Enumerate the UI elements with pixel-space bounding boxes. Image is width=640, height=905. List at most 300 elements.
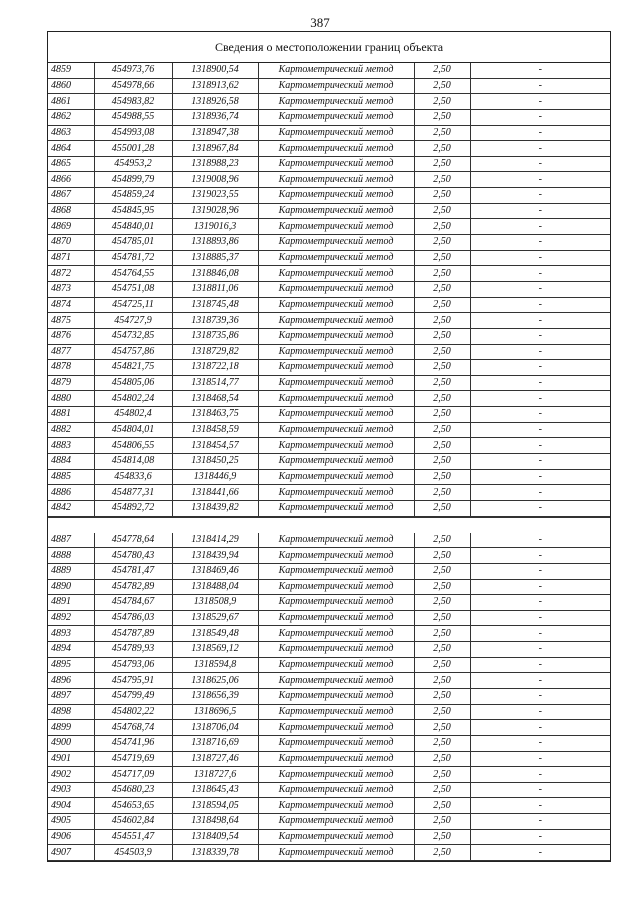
- precision-cell: 2,50: [414, 297, 470, 313]
- method-cell: Картометрический метод: [258, 814, 414, 830]
- note-cell: -: [470, 704, 610, 720]
- method-cell: Картометрический метод: [258, 281, 414, 297]
- y-coordinate-cell: 1318745,48: [172, 297, 258, 313]
- method-cell: Картометрический метод: [258, 141, 414, 157]
- point-number-cell: 4880: [48, 391, 94, 407]
- method-cell: Картометрический метод: [258, 375, 414, 391]
- precision-cell: 2,50: [414, 798, 470, 814]
- precision-cell: 2,50: [414, 735, 470, 751]
- y-coordinate-cell: 1318498,64: [172, 814, 258, 830]
- precision-cell: 2,50: [414, 188, 470, 204]
- x-coordinate-cell: 454717,09: [94, 767, 172, 783]
- precision-cell: 2,50: [414, 94, 470, 110]
- point-number-cell: 4890: [48, 579, 94, 595]
- x-coordinate-cell: 454785,01: [94, 235, 172, 251]
- method-cell: Картометрический метод: [258, 610, 414, 626]
- note-cell: -: [470, 375, 610, 391]
- note-cell: -: [470, 610, 610, 626]
- point-number-cell: 4905: [48, 814, 94, 830]
- y-coordinate-cell: 1318926,58: [172, 94, 258, 110]
- x-coordinate-cell: 454859,24: [94, 188, 172, 204]
- y-coordinate-cell: 1319023,55: [172, 188, 258, 204]
- note-cell: -: [470, 798, 610, 814]
- point-number-cell: 4900: [48, 735, 94, 751]
- note-cell: -: [470, 203, 610, 219]
- table-row: [48, 720, 610, 736]
- note-cell: -: [470, 219, 610, 235]
- table-row: [48, 313, 610, 329]
- note-cell: -: [470, 188, 610, 204]
- x-coordinate-cell: 454892,72: [94, 500, 172, 516]
- note-cell: -: [470, 767, 610, 783]
- point-number-cell: 4869: [48, 219, 94, 235]
- precision-cell: 2,50: [414, 673, 470, 689]
- y-coordinate-cell: 1318656,39: [172, 688, 258, 704]
- note-cell: -: [470, 735, 610, 751]
- x-coordinate-cell: 454802,4: [94, 407, 172, 423]
- table-row: [48, 188, 610, 204]
- table-row: [48, 219, 610, 235]
- method-cell: Картометрический метод: [258, 344, 414, 360]
- precision-cell: 2,50: [414, 63, 470, 78]
- method-cell: Картометрический метод: [258, 751, 414, 767]
- table-row: [48, 438, 610, 454]
- x-coordinate-cell: 454764,55: [94, 266, 172, 282]
- precision-cell: 2,50: [414, 829, 470, 845]
- point-number-cell: 4894: [48, 642, 94, 658]
- point-number-cell: 4902: [48, 767, 94, 783]
- x-coordinate-cell: 454821,75: [94, 360, 172, 376]
- method-cell: Картометрический метод: [258, 673, 414, 689]
- method-cell: Картометрический метод: [258, 563, 414, 579]
- note-cell: -: [470, 156, 610, 172]
- table-row: [48, 595, 610, 611]
- table-row: [48, 281, 610, 297]
- table-row: [48, 563, 610, 579]
- x-coordinate-cell: 454953,2: [94, 156, 172, 172]
- y-coordinate-cell: 1318967,84: [172, 141, 258, 157]
- table-row: [48, 579, 610, 595]
- point-number-cell: 4901: [48, 751, 94, 767]
- precision-cell: 2,50: [414, 657, 470, 673]
- x-coordinate-cell: 454899,79: [94, 172, 172, 188]
- precision-cell: 2,50: [414, 688, 470, 704]
- y-coordinate-cell: 1318913,62: [172, 78, 258, 94]
- y-coordinate-cell: 1318625,06: [172, 673, 258, 689]
- method-cell: Картометрический метод: [258, 172, 414, 188]
- table-row: [48, 829, 610, 845]
- method-cell: Картометрический метод: [258, 642, 414, 658]
- point-number-cell: 4892: [48, 610, 94, 626]
- note-cell: -: [470, 533, 610, 548]
- x-coordinate-cell: 454805,06: [94, 375, 172, 391]
- method-cell: Картометрический метод: [258, 485, 414, 501]
- precision-cell: 2,50: [414, 814, 470, 830]
- point-number-cell: 4842: [48, 500, 94, 516]
- y-coordinate-cell: 1319008,96: [172, 172, 258, 188]
- x-coordinate-cell: 454768,74: [94, 720, 172, 736]
- x-coordinate-cell: 454845,95: [94, 203, 172, 219]
- x-coordinate-cell: 454780,43: [94, 548, 172, 564]
- y-coordinate-cell: 1318414,29: [172, 533, 258, 548]
- note-cell: -: [470, 391, 610, 407]
- y-coordinate-cell: 1318594,05: [172, 798, 258, 814]
- note-cell: -: [470, 657, 610, 673]
- y-coordinate-cell: 1318488,04: [172, 579, 258, 595]
- method-cell: Картометрический метод: [258, 235, 414, 251]
- table-row: [48, 469, 610, 485]
- point-number-cell: 4895: [48, 657, 94, 673]
- precision-cell: 2,50: [414, 172, 470, 188]
- point-number-cell: 4874: [48, 297, 94, 313]
- point-number-cell: 4896: [48, 673, 94, 689]
- point-number-cell: 4907: [48, 845, 94, 861]
- y-coordinate-cell: 1318706,04: [172, 720, 258, 736]
- note-cell: -: [470, 500, 610, 516]
- method-cell: Картометрический метод: [258, 156, 414, 172]
- x-coordinate-cell: 454988,55: [94, 109, 172, 125]
- precision-cell: 2,50: [414, 626, 470, 642]
- point-number-cell: 4885: [48, 469, 94, 485]
- note-cell: -: [470, 454, 610, 470]
- method-cell: Картометрический метод: [258, 720, 414, 736]
- method-cell: Картометрический метод: [258, 250, 414, 266]
- x-coordinate-cell: 454877,31: [94, 485, 172, 501]
- note-cell: -: [470, 438, 610, 454]
- table-row: [48, 141, 610, 157]
- precision-cell: 2,50: [414, 391, 470, 407]
- point-number-cell: 4865: [48, 156, 94, 172]
- note-cell: -: [470, 172, 610, 188]
- method-cell: Картометрический метод: [258, 829, 414, 845]
- note-cell: -: [470, 407, 610, 423]
- table-row: [48, 642, 610, 658]
- x-coordinate-cell: 454789,93: [94, 642, 172, 658]
- precision-cell: 2,50: [414, 360, 470, 376]
- precision-cell: 2,50: [414, 563, 470, 579]
- precision-cell: 2,50: [414, 579, 470, 595]
- precision-cell: 2,50: [414, 125, 470, 141]
- method-cell: Картометрический метод: [258, 500, 414, 516]
- point-number-cell: 4867: [48, 188, 94, 204]
- precision-cell: 2,50: [414, 500, 470, 516]
- note-cell: -: [470, 579, 610, 595]
- note-cell: -: [470, 78, 610, 94]
- point-number-cell: 4882: [48, 422, 94, 438]
- table-row: [48, 266, 610, 282]
- method-cell: Картометрический метод: [258, 188, 414, 204]
- method-cell: Картометрический метод: [258, 63, 414, 78]
- table-row: [48, 735, 610, 751]
- table-row: [48, 297, 610, 313]
- table-row: [48, 156, 610, 172]
- note-cell: -: [470, 845, 610, 861]
- table-row: [48, 533, 610, 548]
- method-cell: Картометрический метод: [258, 798, 414, 814]
- precision-cell: 2,50: [414, 704, 470, 720]
- x-coordinate-cell: 454784,67: [94, 595, 172, 611]
- note-cell: -: [470, 563, 610, 579]
- point-number-cell: 4878: [48, 360, 94, 376]
- y-coordinate-cell: 1318508,9: [172, 595, 258, 611]
- precision-cell: 2,50: [414, 235, 470, 251]
- table-row: [48, 235, 610, 251]
- note-cell: -: [470, 266, 610, 282]
- x-coordinate-cell: 454751,08: [94, 281, 172, 297]
- method-cell: Картометрический метод: [258, 94, 414, 110]
- point-number-cell: 4884: [48, 454, 94, 470]
- table-row: [48, 172, 610, 188]
- point-number-cell: 4893: [48, 626, 94, 642]
- method-cell: Картометрический метод: [258, 688, 414, 704]
- method-cell: Картометрический метод: [258, 438, 414, 454]
- point-number-cell: 4887: [48, 533, 94, 548]
- precision-cell: 2,50: [414, 375, 470, 391]
- table-row: [48, 782, 610, 798]
- point-number-cell: 4861: [48, 94, 94, 110]
- precision-cell: 2,50: [414, 533, 470, 548]
- note-cell: -: [470, 250, 610, 266]
- point-number-cell: 4906: [48, 829, 94, 845]
- point-number-cell: 4872: [48, 266, 94, 282]
- point-number-cell: 4889: [48, 563, 94, 579]
- table-row: [48, 109, 610, 125]
- y-coordinate-cell: 1319028,96: [172, 203, 258, 219]
- note-cell: -: [470, 673, 610, 689]
- precision-cell: 2,50: [414, 782, 470, 798]
- point-number-cell: 4899: [48, 720, 94, 736]
- y-coordinate-cell: 1318441,66: [172, 485, 258, 501]
- table-row: [48, 751, 610, 767]
- point-number-cell: 4866: [48, 172, 94, 188]
- note-cell: -: [470, 281, 610, 297]
- y-coordinate-cell: 1318900,54: [172, 63, 258, 78]
- x-coordinate-cell: 454814,08: [94, 454, 172, 470]
- method-cell: Картометрический метод: [258, 533, 414, 548]
- x-coordinate-cell: 455001,28: [94, 141, 172, 157]
- method-cell: Картометрический метод: [258, 735, 414, 751]
- x-coordinate-cell: 454680,23: [94, 782, 172, 798]
- precision-cell: 2,50: [414, 281, 470, 297]
- point-number-cell: 4863: [48, 125, 94, 141]
- x-coordinate-cell: 454993,08: [94, 125, 172, 141]
- y-coordinate-cell: 1318811,06: [172, 281, 258, 297]
- table-row: [48, 688, 610, 704]
- coordinates-table-2: [48, 533, 610, 861]
- note-cell: -: [470, 751, 610, 767]
- method-cell: Картометрический метод: [258, 219, 414, 235]
- method-cell: Картометрический метод: [258, 595, 414, 611]
- precision-cell: 2,50: [414, 720, 470, 736]
- precision-cell: 2,50: [414, 422, 470, 438]
- note-cell: -: [470, 63, 610, 78]
- table-row: [48, 610, 610, 626]
- point-number-cell: 4891: [48, 595, 94, 611]
- table-row: [48, 798, 610, 814]
- precision-cell: 2,50: [414, 469, 470, 485]
- note-cell: -: [470, 360, 610, 376]
- note-cell: -: [470, 814, 610, 830]
- table-row: [48, 203, 610, 219]
- method-cell: Картометрический метод: [258, 469, 414, 485]
- y-coordinate-cell: 1318469,46: [172, 563, 258, 579]
- point-number-cell: 4876: [48, 328, 94, 344]
- coordinates-document: [47, 31, 611, 862]
- method-cell: Картометрический метод: [258, 422, 414, 438]
- y-coordinate-cell: 1318947,38: [172, 125, 258, 141]
- point-number-cell: 4873: [48, 281, 94, 297]
- y-coordinate-cell: 1318696,5: [172, 704, 258, 720]
- point-number-cell: 4862: [48, 109, 94, 125]
- precision-cell: 2,50: [414, 203, 470, 219]
- y-coordinate-cell: 1318450,25: [172, 454, 258, 470]
- x-coordinate-cell: 454781,47: [94, 563, 172, 579]
- method-cell: Картометрический метод: [258, 313, 414, 329]
- point-number-cell: 4868: [48, 203, 94, 219]
- x-coordinate-cell: 454719,69: [94, 751, 172, 767]
- table-row: [48, 125, 610, 141]
- y-coordinate-cell: 1318454,57: [172, 438, 258, 454]
- method-cell: Картометрический метод: [258, 391, 414, 407]
- x-coordinate-cell: 454973,76: [94, 63, 172, 78]
- method-cell: Картометрический метод: [258, 782, 414, 798]
- method-cell: Картометрический метод: [258, 845, 414, 861]
- y-coordinate-cell: 1319016,3: [172, 219, 258, 235]
- note-cell: -: [470, 297, 610, 313]
- x-coordinate-cell: 454602,84: [94, 814, 172, 830]
- method-cell: Картометрический метод: [258, 767, 414, 783]
- note-cell: -: [470, 595, 610, 611]
- document-title: Сведения о местоположении границ объекта: [48, 32, 610, 63]
- point-number-cell: 4870: [48, 235, 94, 251]
- note-cell: -: [470, 642, 610, 658]
- method-cell: Картометрический метод: [258, 266, 414, 282]
- point-number-cell: 4871: [48, 250, 94, 266]
- precision-cell: 2,50: [414, 328, 470, 344]
- y-coordinate-cell: 1318739,36: [172, 313, 258, 329]
- table-row: [48, 344, 610, 360]
- point-number-cell: 4888: [48, 548, 94, 564]
- y-coordinate-cell: 1318529,67: [172, 610, 258, 626]
- point-number-cell: 4898: [48, 704, 94, 720]
- y-coordinate-cell: 1318569,12: [172, 642, 258, 658]
- note-cell: -: [470, 782, 610, 798]
- note-cell: -: [470, 94, 610, 110]
- x-coordinate-cell: 454787,89: [94, 626, 172, 642]
- table-row: [48, 845, 610, 861]
- point-number-cell: 4886: [48, 485, 94, 501]
- method-cell: Картометрический метод: [258, 109, 414, 125]
- table-row: [48, 375, 610, 391]
- y-coordinate-cell: 1318339,78: [172, 845, 258, 861]
- x-coordinate-cell: 454802,24: [94, 391, 172, 407]
- precision-cell: 2,50: [414, 407, 470, 423]
- table-row: [48, 704, 610, 720]
- x-coordinate-cell: 454795,91: [94, 673, 172, 689]
- table-row: [48, 78, 610, 94]
- table-row: [48, 626, 610, 642]
- y-coordinate-cell: 1318409,54: [172, 829, 258, 845]
- table-row: [48, 548, 610, 564]
- method-cell: Картометрический метод: [258, 78, 414, 94]
- precision-cell: 2,50: [414, 610, 470, 626]
- y-coordinate-cell: 1318439,82: [172, 500, 258, 516]
- method-cell: Картометрический метод: [258, 657, 414, 673]
- y-coordinate-cell: 1318549,48: [172, 626, 258, 642]
- table-row: [48, 485, 610, 501]
- method-cell: Картометрический метод: [258, 125, 414, 141]
- x-coordinate-cell: 454778,64: [94, 533, 172, 548]
- point-number-cell: 4881: [48, 407, 94, 423]
- precision-cell: 2,50: [414, 548, 470, 564]
- note-cell: -: [470, 688, 610, 704]
- note-cell: -: [470, 235, 610, 251]
- note-cell: -: [470, 626, 610, 642]
- coordinates-table-1: [48, 63, 610, 517]
- note-cell: -: [470, 328, 610, 344]
- precision-cell: 2,50: [414, 266, 470, 282]
- table-row: [48, 63, 610, 78]
- y-coordinate-cell: 1318885,37: [172, 250, 258, 266]
- y-coordinate-cell: 1318439,94: [172, 548, 258, 564]
- precision-cell: 2,50: [414, 313, 470, 329]
- x-coordinate-cell: 454757,86: [94, 344, 172, 360]
- note-cell: -: [470, 125, 610, 141]
- y-coordinate-cell: 1318727,46: [172, 751, 258, 767]
- y-coordinate-cell: 1318893,86: [172, 235, 258, 251]
- y-coordinate-cell: 1318594,8: [172, 657, 258, 673]
- y-coordinate-cell: 1318729,82: [172, 344, 258, 360]
- table-row: [48, 673, 610, 689]
- precision-cell: 2,50: [414, 454, 470, 470]
- y-coordinate-cell: 1318988,23: [172, 156, 258, 172]
- precision-cell: 2,50: [414, 751, 470, 767]
- y-coordinate-cell: 1318735,86: [172, 328, 258, 344]
- table-row: [48, 94, 610, 110]
- table-row: [48, 500, 610, 516]
- y-coordinate-cell: 1318716,69: [172, 735, 258, 751]
- point-number-cell: 4864: [48, 141, 94, 157]
- x-coordinate-cell: 454804,01: [94, 422, 172, 438]
- method-cell: Картометрический метод: [258, 454, 414, 470]
- method-cell: Картометрический метод: [258, 360, 414, 376]
- table-row: [48, 422, 610, 438]
- x-coordinate-cell: 454741,96: [94, 735, 172, 751]
- method-cell: Картометрический метод: [258, 407, 414, 423]
- table-row: [48, 328, 610, 344]
- x-coordinate-cell: 454793,06: [94, 657, 172, 673]
- precision-cell: 2,50: [414, 141, 470, 157]
- note-cell: -: [470, 548, 610, 564]
- y-coordinate-cell: 1318468,54: [172, 391, 258, 407]
- table-row: [48, 767, 610, 783]
- method-cell: Картометрический метод: [258, 704, 414, 720]
- y-coordinate-cell: 1318463,75: [172, 407, 258, 423]
- table-row: [48, 250, 610, 266]
- method-cell: Картометрический метод: [258, 203, 414, 219]
- x-coordinate-cell: 454503,9: [94, 845, 172, 861]
- note-cell: -: [470, 469, 610, 485]
- x-coordinate-cell: 454727,9: [94, 313, 172, 329]
- y-coordinate-cell: 1318846,08: [172, 266, 258, 282]
- method-cell: Картометрический метод: [258, 626, 414, 642]
- point-number-cell: 4904: [48, 798, 94, 814]
- y-coordinate-cell: 1318722,18: [172, 360, 258, 376]
- x-coordinate-cell: 454802,22: [94, 704, 172, 720]
- note-cell: -: [470, 109, 610, 125]
- note-cell: -: [470, 720, 610, 736]
- x-coordinate-cell: 454806,55: [94, 438, 172, 454]
